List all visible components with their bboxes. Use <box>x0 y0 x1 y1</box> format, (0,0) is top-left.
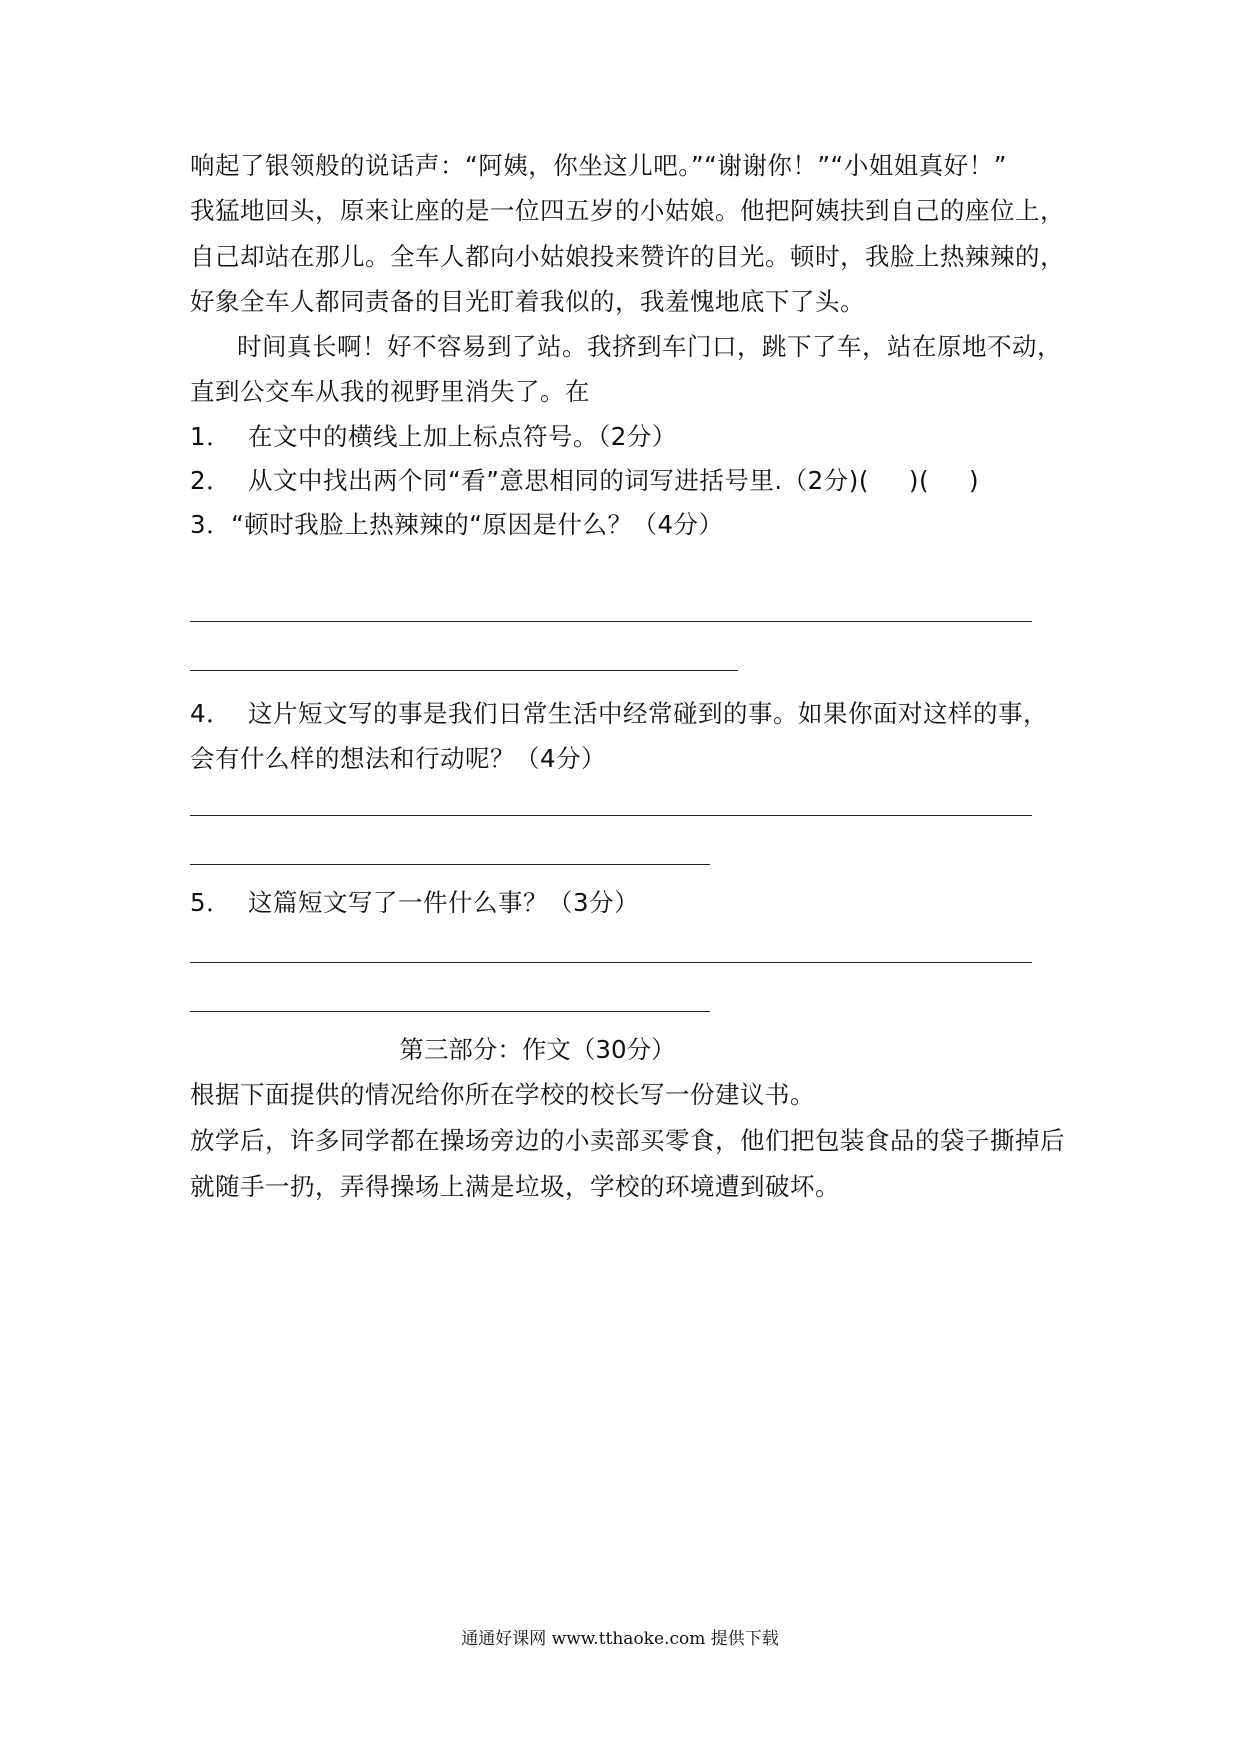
question-5-number: 5． <box>190 888 232 917</box>
question-4-text: 这片短文写的事是我们日常生活中经常碰到的事。如果你面对这样的事， <box>248 699 1048 728</box>
passage-line-3: 自己却站在那儿。全车人都向小姑娘投来赞许的目光。顿时，我脸上热辣辣的， <box>190 242 1065 271</box>
answer-line-q4-2[interactable] <box>190 864 710 865</box>
answer-line-q3-1[interactable] <box>190 621 1032 622</box>
question-5 <box>190 886 1070 920</box>
passage-line-2: 我猛地回头，原来让座的是一位四五岁的小姑娘。他把阿姨扶到自己的座位上， <box>190 196 1065 225</box>
question-5-text: 这篇短文写了一件什么事？（3分） <box>248 888 640 917</box>
question-2-mid-paren: )( <box>908 466 930 495</box>
answer-line-q4-1[interactable] <box>190 815 1032 816</box>
passage-line-4: 好象全车人都同责备的目光盯着我似的，我羞愧地底下了头。 <box>190 287 865 316</box>
answer-line-q5-2[interactable] <box>190 1011 710 1012</box>
part3-line-3: 就随手一扔，弄得操场上满是垃圾，学校的环境遭到破坏。 <box>190 1172 840 1201</box>
part3-title: 第三部分：作文（30分） <box>399 1035 676 1064</box>
answer-line-q5-1[interactable] <box>190 962 1032 963</box>
question-2-number: 2． <box>190 466 232 495</box>
question-2-text: 从文中找出两个同“看”意思相同的词写进括号里.（2分)( <box>248 466 869 495</box>
part3-line-2: 放学后，许多同学都在操场旁边的小卖部买零食，他们把包装食品的袋子撕掉后 <box>190 1126 1065 1155</box>
question-1-text: 在文中的横线上加上标点符号。（2分） <box>248 422 677 451</box>
footer-watermark: 通通好课网 www.tthaoke.com 提供下载 <box>461 1629 779 1649</box>
passage-line-6: 直到公交车从我的视野里消失了。在 <box>190 377 590 406</box>
question-4-number: 4． <box>190 699 232 728</box>
question-1 <box>190 420 1070 454</box>
question-3: 3．“顿时我脸上热辣辣的“原因是什么？（4分） <box>190 510 724 539</box>
question-2 <box>190 464 1070 498</box>
question-1-number: 1． <box>190 422 232 451</box>
question-4-line-2: 会有什么样的想法和行动呢？（4分） <box>190 744 607 773</box>
passage-line-5: 时间真长啊！好不容易到了站。我挤到车门口，跳下了车，站在原地不动， <box>237 332 1062 361</box>
question-2-end-paren: ) <box>969 466 980 495</box>
passage-line-1: 响起了银领般的说话声：“阿姨，你坐这儿吧。”“谢谢你！”“小姐姐真好！” <box>190 151 1007 180</box>
question-4 <box>190 697 1070 731</box>
answer-line-q3-2[interactable] <box>190 670 738 671</box>
part3-line-1: 根据下面提供的情况给你所在学校的校长写一份建议书。 <box>190 1080 815 1109</box>
